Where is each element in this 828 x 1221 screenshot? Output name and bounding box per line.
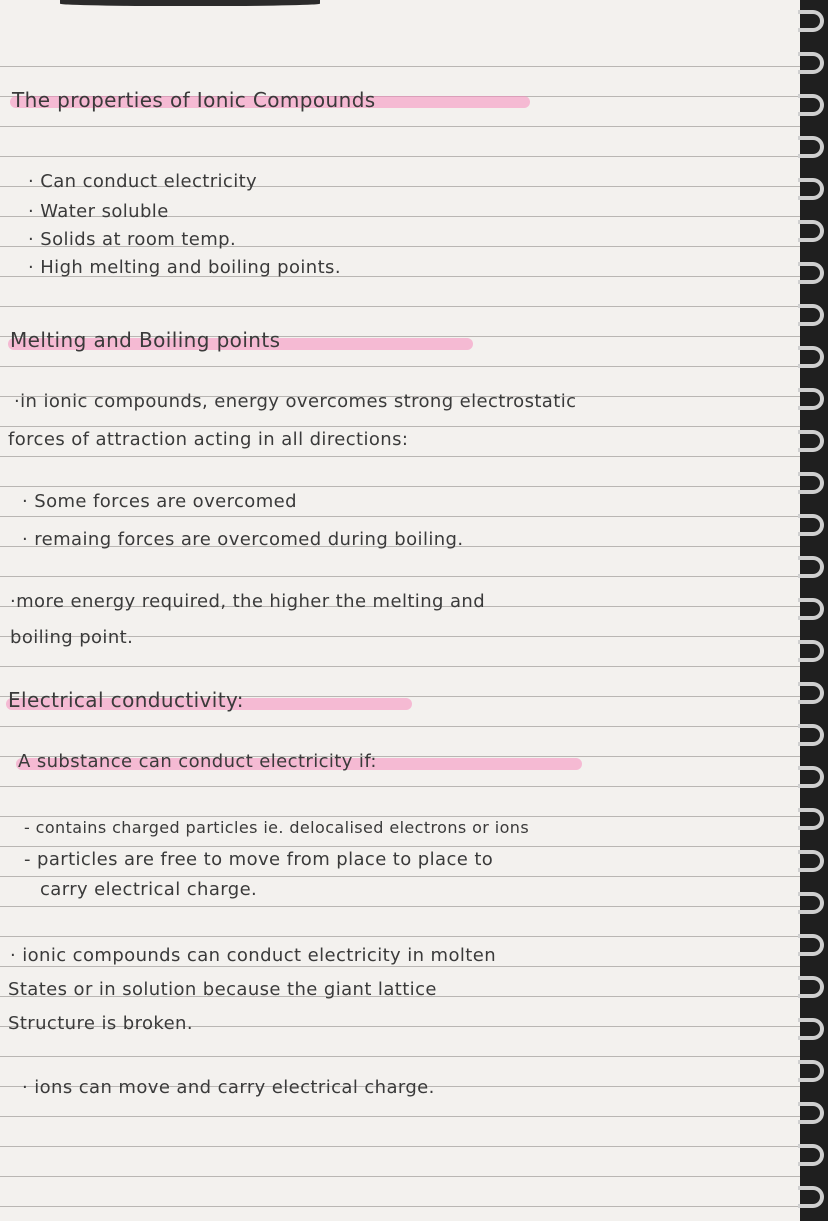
ruled-line xyxy=(0,726,800,727)
spiral-ring xyxy=(798,304,824,326)
conductivity-heading: Electrical conductivity: xyxy=(8,688,244,712)
spiral-ring xyxy=(798,220,824,242)
ruled-line xyxy=(0,426,800,427)
spiral-ring xyxy=(798,724,824,746)
ruled-line xyxy=(0,66,800,67)
ruled-line xyxy=(0,456,800,457)
ruled-line xyxy=(0,126,800,127)
spiral-binding xyxy=(800,0,828,1221)
page-top-shadow xyxy=(60,0,320,6)
spiral-ring xyxy=(798,682,824,704)
spiral-ring xyxy=(798,1018,824,1040)
spiral-ring xyxy=(798,1102,824,1124)
property-item: · Water soluble xyxy=(28,201,169,222)
spiral-ring xyxy=(798,1186,824,1208)
spiral-ring xyxy=(798,430,824,452)
property-item: · Can conduct electricity xyxy=(28,171,258,192)
energy-line: boiling point. xyxy=(10,627,134,648)
spiral-ring xyxy=(798,388,824,410)
ruled-line xyxy=(0,936,800,937)
ruled-line xyxy=(0,1146,800,1147)
molten-line: · ionic compounds can conduct electricity in molten xyxy=(10,945,497,966)
ruled-line xyxy=(0,1176,800,1177)
property-item: · High melting and boiling points. xyxy=(28,257,341,278)
spiral-ring xyxy=(798,640,824,662)
force-point: · remaing forces are overcomed during boiling. xyxy=(22,529,464,550)
conduct-intro: A substance can conduct electricity if: xyxy=(18,751,377,772)
ruled-line xyxy=(0,1056,800,1057)
spiral-ring xyxy=(798,178,824,200)
spiral-ring xyxy=(798,472,824,494)
ruled-line xyxy=(0,486,800,487)
ruled-line xyxy=(0,156,800,157)
spiral-ring xyxy=(798,10,824,32)
ruled-line xyxy=(0,906,800,907)
spiral-ring xyxy=(798,1144,824,1166)
spiral-ring xyxy=(798,934,824,956)
spiral-ring xyxy=(798,976,824,998)
spiral-ring xyxy=(798,136,824,158)
ruled-line xyxy=(0,1116,800,1117)
spiral-ring xyxy=(798,1060,824,1082)
ruled-line xyxy=(0,306,800,307)
energy-line: ·more energy required, the higher the melting and xyxy=(10,591,486,612)
melting-heading: Melting and Boiling points xyxy=(10,328,281,352)
ruled-line xyxy=(0,846,800,847)
ruled-line xyxy=(0,576,800,577)
spiral-ring xyxy=(798,598,824,620)
melting-line: forces of attraction acting in all directions: xyxy=(8,429,409,450)
spiral-ring xyxy=(798,94,824,116)
spiral-ring xyxy=(798,52,824,74)
spiral-ring xyxy=(798,514,824,536)
ruled-line xyxy=(0,1206,800,1207)
molten-line: States or in solution because the giant lattice xyxy=(8,979,437,1000)
spiral-ring xyxy=(798,262,824,284)
ruled-line xyxy=(0,876,800,877)
spiral-ring xyxy=(798,892,824,914)
ruled-line xyxy=(0,516,800,517)
force-point: · Some forces are overcomed xyxy=(22,491,297,512)
spiral-ring xyxy=(798,766,824,788)
melting-line: ·in ionic compounds, energy overcomes strong electrostatic xyxy=(14,391,577,412)
molten-line: Structure is broken. xyxy=(8,1013,193,1034)
notes-title: The properties of Ionic Compounds xyxy=(12,88,376,112)
spiral-ring xyxy=(798,556,824,578)
spiral-ring xyxy=(798,850,824,872)
ruled-line xyxy=(0,786,800,787)
conduct-point: - particles are free to move from place to place to xyxy=(24,849,494,870)
property-item: · Solids at room temp. xyxy=(28,229,237,250)
conduct-point: carry electrical charge. xyxy=(40,879,258,900)
ions-line: · ions can move and carry electrical charge. xyxy=(22,1077,435,1098)
ruled-line xyxy=(0,366,800,367)
ruled-line xyxy=(0,666,800,667)
conduct-point: - contains charged particles ie. delocalised electrons or ions xyxy=(24,818,530,837)
spiral-ring xyxy=(798,808,824,830)
spiral-ring xyxy=(798,346,824,368)
